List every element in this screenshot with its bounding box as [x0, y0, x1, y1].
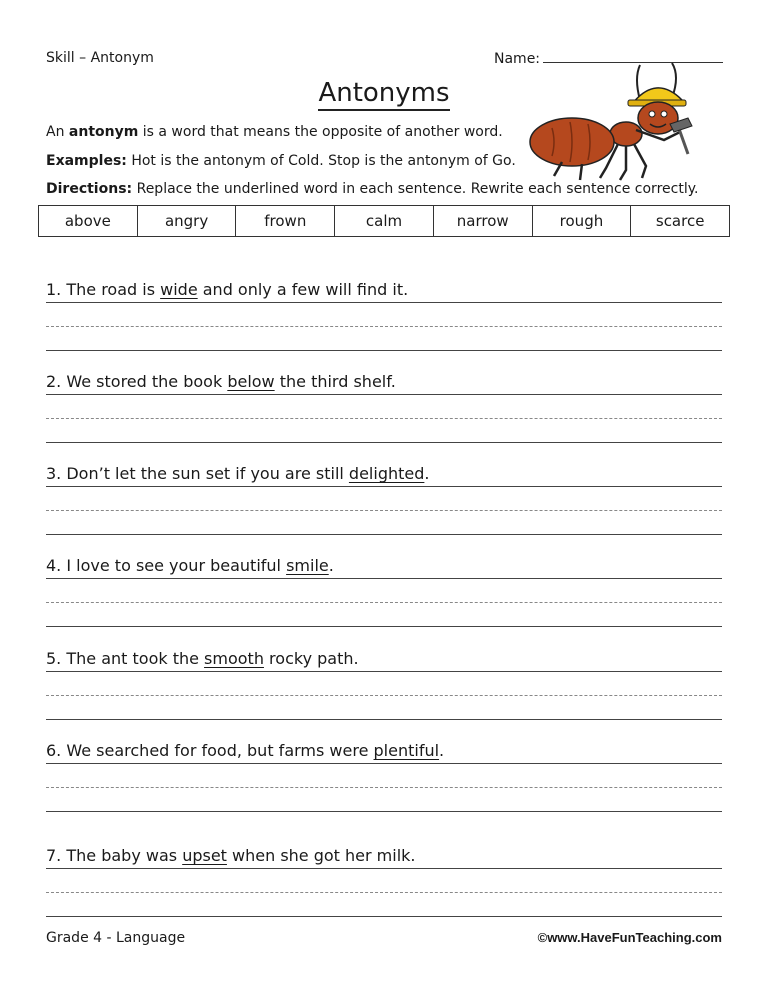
answer-top-line [46, 394, 722, 395]
answer-top-line [46, 578, 722, 579]
underlined-word: below [227, 372, 275, 391]
word-bank-item: calm [335, 206, 434, 236]
answer-dashed-line[interactable] [46, 510, 722, 511]
answer-dashed-line[interactable] [46, 602, 722, 603]
word-bank-item: scarce [655, 212, 705, 230]
answer-bottom-line[interactable] [46, 916, 722, 917]
answer-dashed-line[interactable] [46, 326, 722, 327]
question-text: 6. We searched for food, but farms were plentiful. [46, 741, 445, 760]
answer-bottom-line[interactable] [46, 442, 722, 443]
word-bank-item: angry [138, 206, 237, 236]
question-text: 5. The ant took the smooth rocky path. [46, 649, 359, 668]
answer-bottom-line[interactable] [46, 534, 722, 535]
site-credit: ©www.HaveFunTeaching.com [537, 930, 722, 945]
ant-mascot-icon [522, 60, 702, 185]
name-label: Name: [494, 51, 541, 67]
answer-bottom-line[interactable] [46, 811, 722, 812]
question-text: 4. I love to see your beautiful smile. [46, 556, 334, 575]
page-title: Antonyms [0, 78, 768, 108]
underlined-word: upset [182, 846, 227, 865]
answer-top-line [46, 302, 722, 303]
underlined-word: smooth [204, 649, 264, 668]
word-bank-item: frown [236, 206, 335, 236]
definition-line: An antonym is a word that means the opposite of another word. [46, 124, 503, 140]
word-bank-item: above [39, 206, 138, 236]
question-text: 7. The baby was upset when she got her milk. [46, 846, 416, 865]
underlined-word: smile [286, 556, 329, 575]
question-4 [46, 554, 722, 578]
examples-line: Examples: Hot is the antonym of Cold. Stop is the antonym of Go. [46, 153, 516, 169]
skill-label: Skill – Antonym [46, 50, 154, 66]
question-2 [46, 370, 722, 394]
underlined-word: delighted [348, 464, 425, 483]
question-text: 2. We stored the book below the third shelf. [46, 372, 396, 391]
answer-dashed-line[interactable] [46, 418, 722, 419]
question-text: 3. Don’t let the sun set if you are still delighted. [46, 464, 430, 483]
question-1 [46, 278, 722, 302]
answer-dashed-line[interactable] [46, 695, 722, 696]
answer-top-line [46, 868, 722, 869]
underlined-word: plentiful [373, 741, 440, 760]
answer-top-line [46, 671, 722, 672]
question-5 [46, 647, 722, 671]
question-text: 1. The road is wide and only a few will find it. [46, 280, 409, 299]
word-bank-item: narrow [434, 206, 533, 236]
answer-dashed-line[interactable] [46, 787, 722, 788]
question-6 [46, 739, 722, 763]
directions-line: Directions: Replace the underlined word in each sentence. Rewrite each sentence correctly. [46, 181, 699, 197]
answer-top-line [46, 763, 722, 764]
answer-top-line [46, 486, 722, 487]
answer-dashed-line[interactable] [46, 892, 722, 893]
answer-bottom-line[interactable] [46, 626, 722, 627]
underlined-word: wide [160, 280, 198, 299]
question-7 [46, 844, 722, 868]
word-bank [38, 205, 730, 237]
question-3 [46, 462, 722, 486]
word-bank-item: rough [533, 206, 632, 236]
grade-label: Grade 4 - Language [46, 930, 186, 946]
answer-bottom-line[interactable] [46, 350, 722, 351]
answer-bottom-line[interactable] [46, 719, 722, 720]
